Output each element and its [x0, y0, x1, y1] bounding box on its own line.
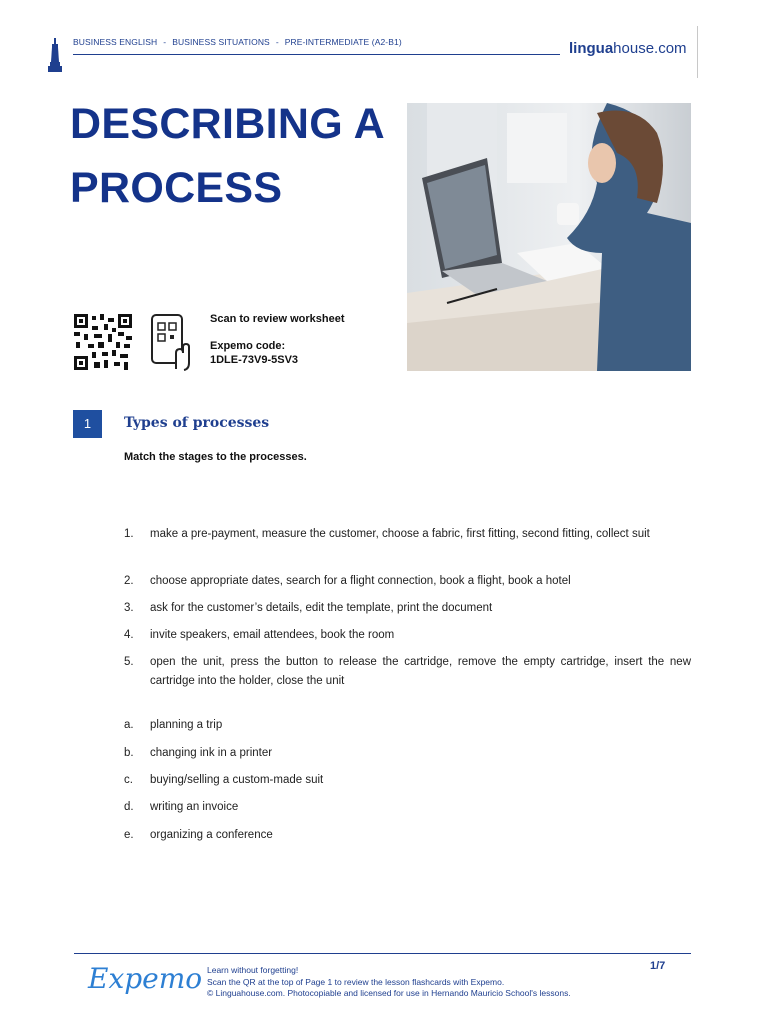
- expemo-logo: Expemo: [88, 962, 203, 995]
- brand-logo: linguahouse.com: [569, 40, 687, 57]
- breadcrumb-item: BUSINESS SITUATIONS: [172, 37, 270, 47]
- list-item: b. changing ink in a printer: [124, 747, 273, 759]
- breadcrumb-separator: -: [163, 37, 167, 47]
- list-item: 5. open the unit, press the button to release the cartridge, remove the empty cartridge, insert the new cartridge into the holder, close the unit: [124, 656, 691, 687]
- list-item: d. writing an invoice: [124, 801, 239, 813]
- page-title: [70, 92, 400, 220]
- breadcrumb-item: BUSINESS ENGLISH: [73, 37, 158, 47]
- list-item: 1. make a pre-payment, measure the customer, choose a fabric, first fitting, second fitting, collect suit: [124, 528, 650, 540]
- breadcrumb: [73, 37, 402, 47]
- breadcrumb-item: PRE-INTERMEDIATE (A2-B1): [284, 37, 402, 47]
- scan-info: [210, 312, 345, 367]
- list-item: 2. choose appropriate dates, search for a flight connection, book a flight, book a hotel: [124, 575, 571, 587]
- list-item: e. organizing a conference: [124, 829, 273, 841]
- title-line: PROCESS: [70, 164, 283, 212]
- expemo-code: 1DLE-73V9-5SV3: [210, 354, 299, 366]
- scan-label: Scan to review worksheet: [210, 313, 345, 325]
- list-item: 4. invite speakers, email attendees, book the room: [124, 629, 395, 641]
- page-number: 1/7: [650, 960, 666, 972]
- qr-code-icon: [74, 314, 132, 370]
- section-number: 1: [73, 410, 102, 438]
- footer-line: © Linguahouse.com. Photocopiable and licensed for use in Hernando Mauricio School's lessons.: [207, 988, 571, 998]
- instruction: Match the stages to the processes.: [124, 451, 307, 463]
- footer-line: Learn without forgetting!: [207, 965, 299, 975]
- breadcrumb-separator: -: [275, 37, 279, 47]
- header-divider: [697, 26, 698, 78]
- statue-of-liberty-icon: [48, 38, 62, 72]
- list-item: 3. ask for the customer’s details, edit the template, print the document: [124, 602, 493, 614]
- header-rule: [73, 54, 560, 55]
- title-line: DESCRIBING A: [70, 100, 385, 148]
- footer-line: Scan the QR at the top of Page 1 to review the lesson flashcards with Expemo.: [207, 976, 505, 987]
- section-title: Types of processes: [124, 415, 270, 431]
- list-item: a. planning a trip: [124, 719, 223, 731]
- footer-text: [207, 965, 571, 1000]
- phone-scan-icon: [150, 313, 192, 371]
- expemo-code-label: Expemo code:: [210, 340, 286, 352]
- woman-at-laptop-photo: [407, 103, 691, 371]
- list-item: c. buying/selling a custom-made suit: [124, 774, 324, 786]
- footer-rule: [74, 953, 691, 954]
